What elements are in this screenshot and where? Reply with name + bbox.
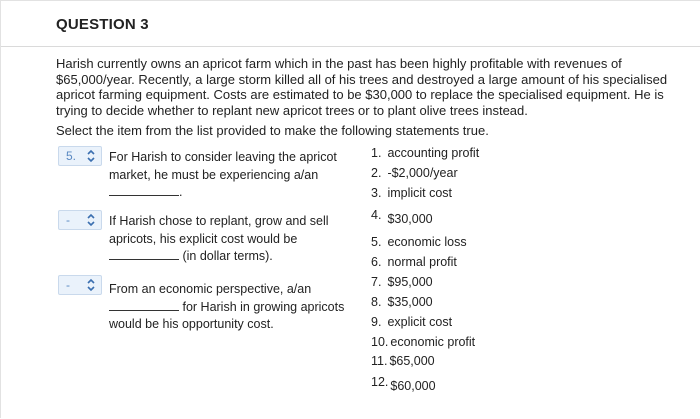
options-list [371,1,511,419]
statement-1 [109,149,337,202]
statement-line: (in dollar terms). [109,248,329,266]
answer-blank [109,309,179,311]
answer-select-value: 5. [66,149,77,163]
statement-line: From an economic perspective, a/an [109,282,312,296]
statement-line: If Harish chose to replant, grow and sell [109,214,329,228]
statement-2 [109,213,329,266]
option-item: 9. explicit cost [371,315,453,329]
answer-select-1[interactable] [58,146,102,166]
option-item: 3. implicit cost [371,186,453,200]
question-instruction: Select the item from the list provided to make the following statements true. [56,123,489,138]
statement-line: apricots, his explicit cost would be [109,231,298,246]
option-item: 10. economic profit [371,335,476,349]
answer-blank [109,194,179,196]
option-item: 7. $95,000 [371,275,433,289]
answer-select-value: - [66,278,70,292]
statement-line: For Harish to consider leaving the apricot [109,150,337,164]
option-item: 1. accounting profit [371,146,480,160]
option-item: 6. normal profit [371,255,457,269]
option-item: 5. economic loss [371,235,467,249]
statement-line: . [109,184,337,202]
statement-line: market, he must be experiencing a/an [109,167,319,182]
option-item: 12. $60,000 [371,375,436,393]
statement-line: would be his opportunity cost. [109,317,274,331]
answer-select-value: - [66,213,70,227]
statement-line: for Harish in growing apricots [109,299,344,317]
statement-3 [109,281,344,334]
option-item: 2. -$2,000/year [371,166,458,180]
option-item: 8. $35,000 [371,295,433,309]
option-item: 4. $30,000 [371,208,433,226]
chevron-updown-icon [87,278,95,292]
answer-blank [109,258,179,260]
answer-select-3[interactable] [58,275,102,295]
option-item: 11. $65,000 [371,354,435,368]
question-title: QUESTION 3 [56,16,149,33]
question-header [1,1,700,47]
question-stem: Harish currently owns an apricot farm which in the past has been highly profitable with revenues of $65,000/year. Recently, a large storm killed all of his trees and destroyed a large amount of his specialised apricot farming equipment. Costs are estimated to be $30,000 to replace the specialised equipment. He is trying to decide whether to replant new apricot trees or to plant olive trees instead. [56,56,668,118]
chevron-updown-icon [87,149,95,163]
chevron-updown-icon [87,213,95,227]
answer-select-2[interactable] [58,210,102,230]
